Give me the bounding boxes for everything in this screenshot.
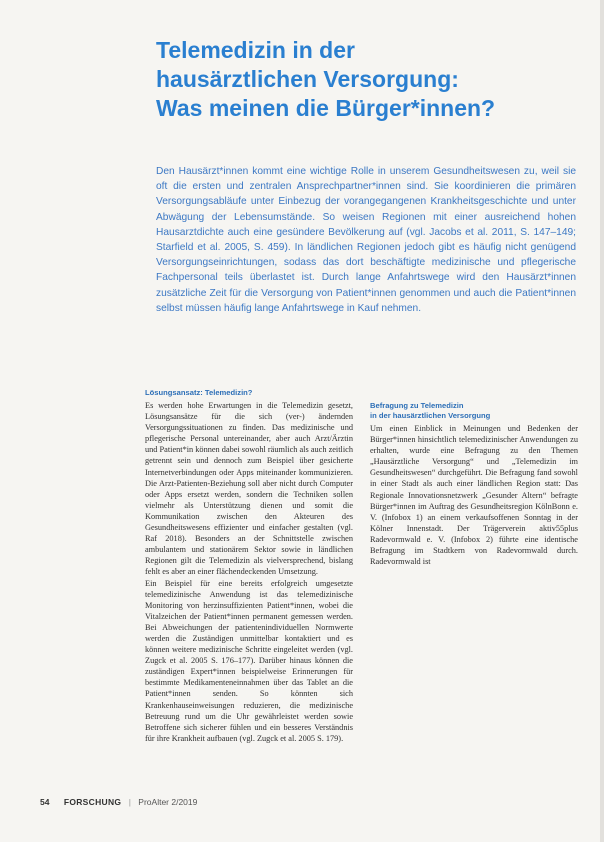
journal-issue: ProAlter 2/2019 <box>138 797 198 807</box>
intro-paragraph: Den Hausärzt*innen kommt eine wichtige Rolle in unserem Gesundheitswesen zu, weil sie oft die ersten und zentralen Ansprechpartner*innen sind. Sie koordinieren die primären Versorgungsabläufe unter Einbezug der vorangegangenen Krankheitsgeschichte und unter Abwägung der Lebensumstände. So weisen Regionen mit einer ausreichend hohen Hausarztdichte auch eine gesündere Bevölkerung auf (vgl. Jacobs et al. 2011, S. 147–149; Starfield et al. 2005, S. 459). In ländlichen Regionen jedoch gibt es häufig nicht genügend Versorgungseinrichtungen, sodass das dort beschäftigte medizinische und pflegerische Fachpersonal teils überlastet ist. Durch lange Anfahrtswege wird den Hausärzt*innen zusätzliche Zeit für die Versorgung von Patient*innen genommen und auch die Patient*innen selbst müssen häufig lange Anfahrtswege in Kauf nehmen. <box>156 166 576 314</box>
article-title <box>156 36 576 123</box>
section-heading-solution: Lösungsansatz: Telemedizin? <box>145 388 253 397</box>
section-heading-survey <box>370 401 578 421</box>
body-paragraph: Ein Beispiel für eine bereits erfolgreich umgesetzte telemedizinische Anwendung ist das telemedizinische Monitoring von herzinsuffizienten Patient*innen, wobei die Vitalzeichen der Patient*innen permanent gemessen werden. Bei Abweichungen der patientenindividuellen Normwerte werden die Zuständigen unmittelbar kontaktiert und es können weitere medizinische Schritte eingeleitet werden (vgl. Zugck et al. 2005 S. 176–177). Darüber hinaus können die zuständigen Expert*innen beispielweise Erinnerungen für bestimmte Medikamenteneinnahmen über das Tablet an die Patient*innen senden. So könnten sich Krankenhauseinweisungen reduzieren, die medizinische Betreuung rund um die Uhr gewährleistet werden sowie Betroffene sich sicherer fühlen und ein besseres Verständnis für ihre Krankheit aufbauen (vgl. Zugck et al. 2005 S. 179). <box>145 578 353 743</box>
section-heading-line: Befragung zu Telemedizin <box>370 401 464 410</box>
page-edge-shadow <box>600 0 604 842</box>
title-line-3: Was meinen die Bürger*innen? <box>156 95 496 121</box>
section-label: FORSCHUNG <box>63 797 122 807</box>
title-line-1: Telemedizin in der <box>156 37 355 63</box>
body-paragraph: Um einen Einblick in Meinungen und Bedenken der Bürger*innen hinsichtlich telemedizinischer Anwendungen zu erhalten, wurde eine Befragung zu den Themen „Hausärztliche Versorgung“ und „Telemedizin im Gesundheitswesen“ durchgeführt. Die Befragung fand sowohl in einer Stadt als auch einer ländlichen Region statt: Das Regionale Innovationsnetzwerk „Gesunder Altern“ befragte Bürger*innen im Auftrag des Gesundheitsregion KölnBonn e. V. (Infobox 1) an einem verkaufsoffenen Sonntag in der Kölner Innenstadt. Der Trägerverein aktiv55plus Radevormwald e. V. (Infobox 2) führte eine identische Befragung im Stadtkern von Radevormwald durch. Radevormwald ist <box>370 424 578 567</box>
body-paragraph: Es werden hohe Erwartungen in die Telemedizin gesetzt, Lösungsansätze für die sich (ver-) ändernden Versorgungssituationen zu finden. Das medizinische und pflegerische Personal untereinander, aber auch Arzt/Ärztin und Patient*in können dabei sowohl räumlich als auch zeitlich getrennt sein und dennoch zum Beispiel über gesicherte Internetverbindungen oder Apps miteinander kommunizieren. Die Arzt-Patienten-Beziehung soll aber nicht durch Computer oder Apps ersetzt werden, sondern die Techniken sollen vielmehr als Unterstützung dienen und somit die Kommunikation zwischen den Akteuren des Gesundheitswesens effizienter und einfacher gestalten (vgl. Raf 2018). Besonders an der Schnittstelle zwischen ambulantem und stationärem Sektor sowie in ländlichen Regionen gilt die Telemedizin als vielversprechend, bislang fehlt es aber an einer flächendeckenden Umsetzung. <box>145 401 353 577</box>
footer-separator: | <box>128 797 131 807</box>
title-line-2: hausärztlichen Versorgung: <box>156 66 459 92</box>
page-number: 54 <box>40 797 50 807</box>
page-footer <box>40 797 197 807</box>
right-column <box>370 388 578 567</box>
section-heading-line: in der hausärztlichen Versorgung <box>370 411 491 420</box>
left-column <box>145 388 353 744</box>
